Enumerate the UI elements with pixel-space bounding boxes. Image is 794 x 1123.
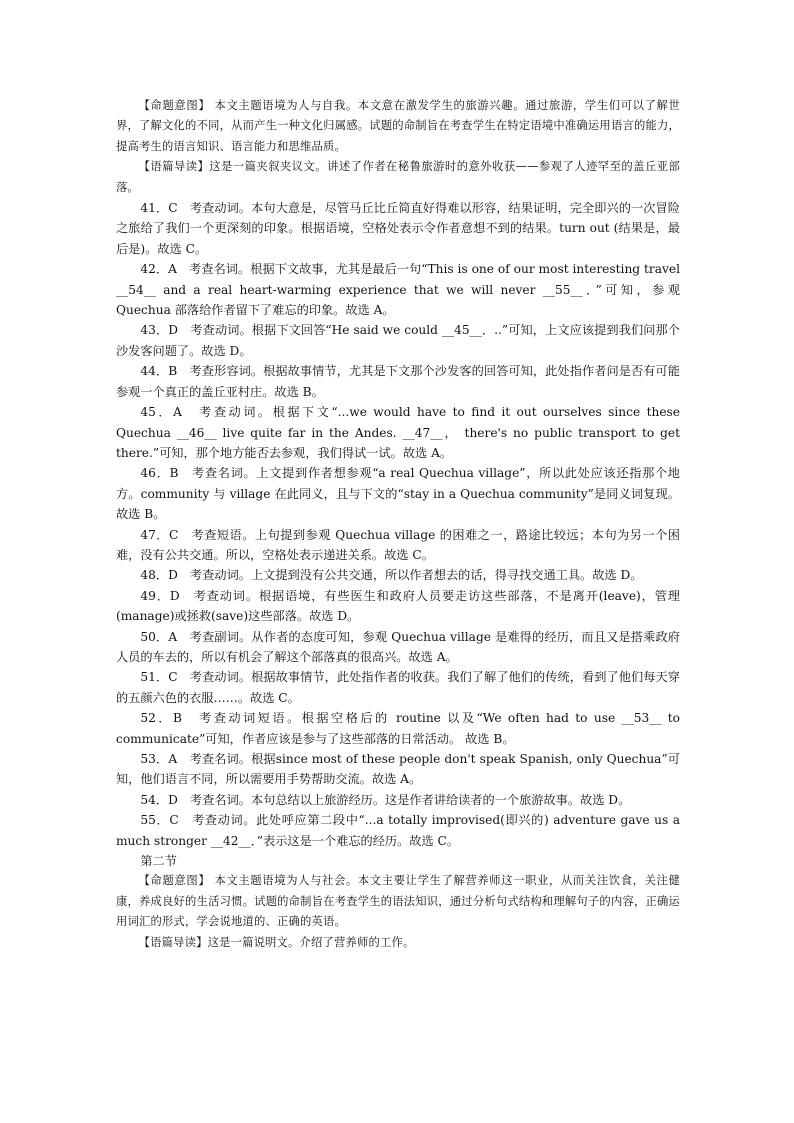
answer-55: 55．C 考查动词。此处呼应第二段中“...a totally improvised(即兴的) adventure gave us a much stronger __42__．”表示这是一个难忘的经历。故选 C。 xyxy=(116,813,680,848)
answer-50: 50．A 考查副词。从作者的态度可知，参观 Quechua village 是难得的经历，而且又是搭乘政府人员的车去的，所以有机会了解这个部落真的很高兴。故选 A。 xyxy=(116,629,680,664)
answer-44: 44．B 考查形容词。根据故事情节，尤其是下文那个沙发客的回答可知，此处指作者问是否有可能参观一个真正的盖丘亚村庄。故选 B。 xyxy=(116,364,680,399)
intent-paragraph-2: 【命题意图】 本文主题语境为人与社会。本文主要让学生了解营养师这一职业，从而关注饮食，关注健康，养成良好的生活习惯。试题的命制旨在考查学生的语法知识，通过分析句式结构和理解句子的内容，正确运用词汇的形式，学会说地道的、正确的英语。 xyxy=(116,874,680,929)
answer-43: 43．D 考查动词。根据下文回答“He said we could __45__．..”可知，上文应该提到我们问那个沙发客问题了。故选 D。 xyxy=(116,323,680,358)
answer-49: 49．D 考查动词。根据语境，有些医生和政府人员要走访这些部落，不是离开(leave)，管理(manage)或拯救(save)这些部落。故选 D。 xyxy=(116,588,680,624)
answer-41: 41．C 考查动词。本句大意是，尽管马丘比丘简直好得难以形容，结果证明，完全即兴的一次冒险之旅给了我们一个更深刻的印象。根据语境，空格处表示令作者意想不到的结果。turn out (结果是，最后是)。故选 C。 xyxy=(116,201,680,256)
answer-47: 47．C 考查短语。上句提到参观 Quechua village 的困难之一，路途比较远；本句为另一个困难，没有公共交通。所以，空格处表示递进关系。故选 C。 xyxy=(116,527,680,562)
answer-42: 42．A 考查名词。根据下文故事，尤其是最后一句“This is one of our most interesting travel __54__ and a real heart-warming experience that we will never __55__．”可知，参观 Quechua 部落给作者留下了难忘的印象。故选 A。 xyxy=(116,262,680,318)
section-heading: 第二节 xyxy=(140,854,177,869)
answer-explanation-page xyxy=(116,96,680,953)
intent-paragraph: 【命题意图】 本文主题语境为人与自我。本文意在激发学生的旅游兴趣。通过旅游，学生们可以了解世界，了解文化的不同，从而产生一种文化归属感。试题的命制旨在考查学生在特定语境中准确运用语言的能力，提高考生的语言知识、语言能力和思维品质。 xyxy=(116,99,680,153)
answer-51: 51．C 考查动词。根据故事情节，此处指作者的收获。我们了解了他们的传统，看到了他们每天穿的五颜六色的衣服……。故选 C。 xyxy=(116,670,680,705)
reading-guide-paragraph: 【语篇导读】这是一篇夹叙夹议文。讲述了作者在秘鲁旅游时的意外收获——参观了人迹罕至的盖丘亚部落。 xyxy=(116,160,680,194)
answer-45: 45．A 考查动词。根据下文“...we would have to find it out ourselves since these Quechua __46__ live quite far in the Andes. __47__， there's no public transport to get there.”可知，那个地方能否去参观，我们得试一试。故选 A。 xyxy=(116,405,680,460)
answer-48: 48．D 考查动词。上文提到没有公共交通，所以作者想去的话，得寻找交通工具。故选 D。 xyxy=(140,568,643,583)
answer-54: 54．D 考查名词。本句总结以上旅游经历。这是作者讲给读者的一个旅游故事。故选 D。 xyxy=(140,792,631,807)
reading-guide-paragraph-2: 【语篇导读】这是一篇说明文。介绍了营养师的工作。 xyxy=(138,935,415,949)
answer-46: 46．B 考查名词。上文提到作者想参观“a real Quechua village”，所以此处应该还指那个地方。community 与 village 在此同义，且与下文的“stay in a Quechua community”是同义词复现。故选 B。 xyxy=(116,466,680,522)
answer-52: 52．B 考查动词短语。根据空格后的 routine 以及“We often had to use __53__ to communicate”可知，作者应该是参与了这些部落的日常活动。 故选 B。 xyxy=(116,711,680,746)
answer-53: 53．A 考查名词。根据since most of these people don't speak Spanish, only Quechua”可知，他们语言不同，所以需要用手势帮助交流。故选 A。 xyxy=(116,752,680,787)
